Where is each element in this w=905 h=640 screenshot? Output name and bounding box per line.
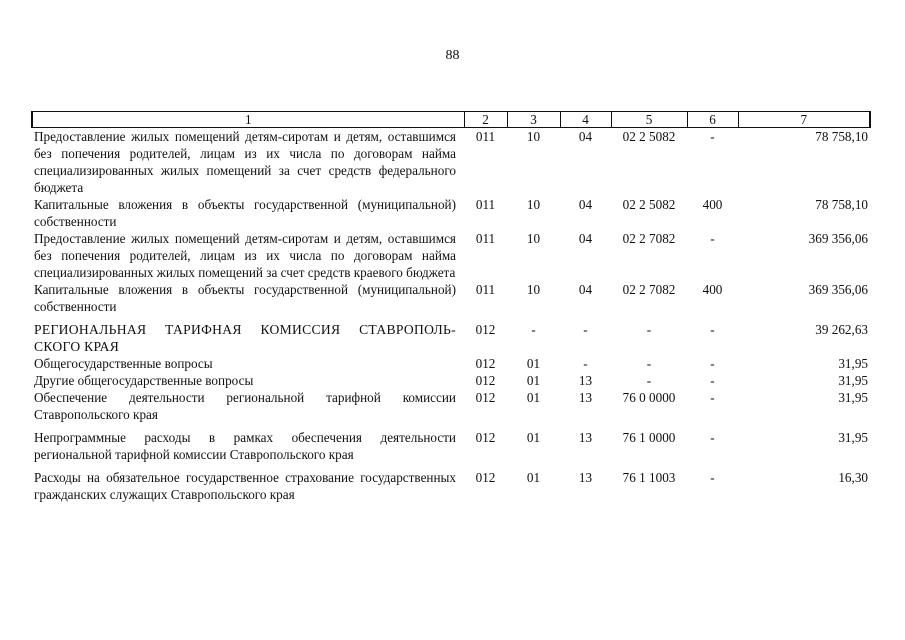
row-code-3: 01 [526, 356, 541, 371]
row-code-4: - [583, 322, 588, 337]
row-code-2: 011 [475, 231, 496, 246]
row-amount: 31,95 [838, 430, 868, 445]
row-code-3: 01 [526, 470, 541, 485]
row-amount: 78 758,10 [815, 197, 868, 212]
row-name: Капитальные вложения в объекты государственной (муниципальной) собственности [34, 197, 456, 229]
row-code-4: 13 [578, 470, 593, 485]
row-name: Общегосударственные вопросы [34, 356, 213, 371]
table-header-row [32, 112, 870, 128]
row-code-2: 012 [475, 430, 496, 445]
row-code-3: - [531, 322, 536, 337]
row-amount: 31,95 [838, 356, 868, 371]
row-code-5: - [646, 322, 652, 337]
row-name: Другие общегосударственные вопросы [34, 373, 254, 388]
header-col-2: 2 [464, 112, 507, 128]
row-code-6: - [710, 390, 715, 405]
header-col-4: 4 [560, 112, 611, 128]
row-amount: 39 262,63 [815, 322, 868, 337]
row-code-6: 400 [702, 197, 723, 212]
row-code-4: 13 [578, 373, 593, 388]
header-col-1: 1 [32, 112, 464, 128]
row-amount: 31,95 [838, 373, 868, 388]
row-code-5: 02 2 5082 [622, 129, 676, 144]
row-code-2: 011 [475, 197, 496, 212]
header-col-3: 3 [507, 112, 560, 128]
row-code-5: 76 0 0000 [622, 390, 676, 405]
table-row [32, 281, 870, 315]
row-name: Расходы на обязательное государственное страхование государственных гражданских служащих Ставропольского края [34, 470, 456, 502]
row-code-5: - [646, 373, 652, 388]
row-code-6: - [710, 322, 715, 337]
header-col-5: 5 [611, 112, 687, 128]
row-code-5: 76 1 1003 [622, 470, 676, 485]
row-code-2: 012 [475, 390, 496, 405]
table-row [32, 128, 870, 197]
table-row [32, 230, 870, 281]
row-amount: 16,30 [838, 470, 868, 485]
table-row [32, 463, 870, 503]
row-name: Непрограммные расходы в рамках обеспечения деятельности региональной тарифной комиссии Ставропольского края [34, 430, 456, 462]
row-code-6: - [710, 373, 715, 388]
row-name: РЕГИОНАЛЬНАЯ ТАРИФНАЯ КОМИССИЯ СТАВРОПОЛЬ-СКОГО КРАЯ [34, 322, 456, 354]
row-code-2: 011 [475, 129, 496, 144]
row-code-3: 01 [526, 390, 541, 405]
row-code-2: 012 [475, 373, 496, 388]
table-row [32, 389, 870, 423]
row-name: Обеспечение деятельности региональной тарифной комиссии Ставропольского края [34, 390, 456, 422]
row-code-3: 10 [526, 231, 541, 246]
row-code-2: 012 [475, 470, 496, 485]
row-code-4: 04 [578, 231, 593, 246]
table-row [32, 423, 870, 463]
row-code-6: - [710, 129, 715, 144]
budget-table [31, 111, 871, 503]
row-name: Капитальные вложения в объекты государственной (муниципальной) собственности [34, 282, 456, 314]
row-code-3: 10 [526, 129, 541, 144]
row-code-4: 13 [578, 430, 593, 445]
row-name: Предоставление жилых помещений детям-сиротам и детям, оставшимся без попечения родителей, лицам из их числа по договорам найма специализированных жилых помещений за счет средств краевого бюджета [34, 231, 456, 280]
row-code-6: 400 [702, 282, 723, 297]
row-code-3: 01 [526, 430, 541, 445]
row-code-4: 04 [578, 282, 593, 297]
row-amount: 78 758,10 [815, 129, 868, 144]
row-code-5: 02 2 7082 [622, 282, 676, 297]
row-code-3: 01 [526, 373, 541, 388]
row-code-5: 02 2 5082 [622, 197, 676, 212]
row-code-6: - [710, 356, 715, 371]
table-row-section [32, 315, 870, 355]
table-row [32, 355, 870, 372]
row-code-5: 02 2 7082 [622, 231, 676, 246]
row-code-4: 04 [578, 129, 593, 144]
row-name: Предоставление жилых помещений детям-сиротам и детям, оставшимся без попечения родителей, лицам из их числа по договорам найма специализированных жилых помещений за счет средств федерального бюджета [34, 129, 456, 195]
row-amount: 369 356,06 [808, 282, 868, 297]
row-code-5: - [646, 356, 652, 371]
header-col-6: 6 [687, 112, 738, 128]
row-code-3: 10 [526, 197, 541, 212]
row-amount: 31,95 [838, 390, 868, 405]
row-code-4: 04 [578, 197, 593, 212]
table-row [32, 196, 870, 230]
header-col-7: 7 [738, 112, 870, 128]
row-amount: 369 356,06 [808, 231, 868, 246]
row-code-5: 76 1 0000 [622, 430, 676, 445]
page-number: 88 [445, 48, 460, 63]
row-code-3: 10 [526, 282, 541, 297]
row-code-2: 011 [475, 282, 496, 297]
row-code-2: 012 [475, 322, 496, 337]
row-code-6: - [710, 430, 715, 445]
table-row [32, 372, 870, 389]
row-code-6: - [710, 470, 715, 485]
row-code-2: 012 [475, 356, 496, 371]
row-code-4: - [583, 356, 588, 371]
row-code-6: - [710, 231, 715, 246]
row-code-4: 13 [578, 390, 593, 405]
